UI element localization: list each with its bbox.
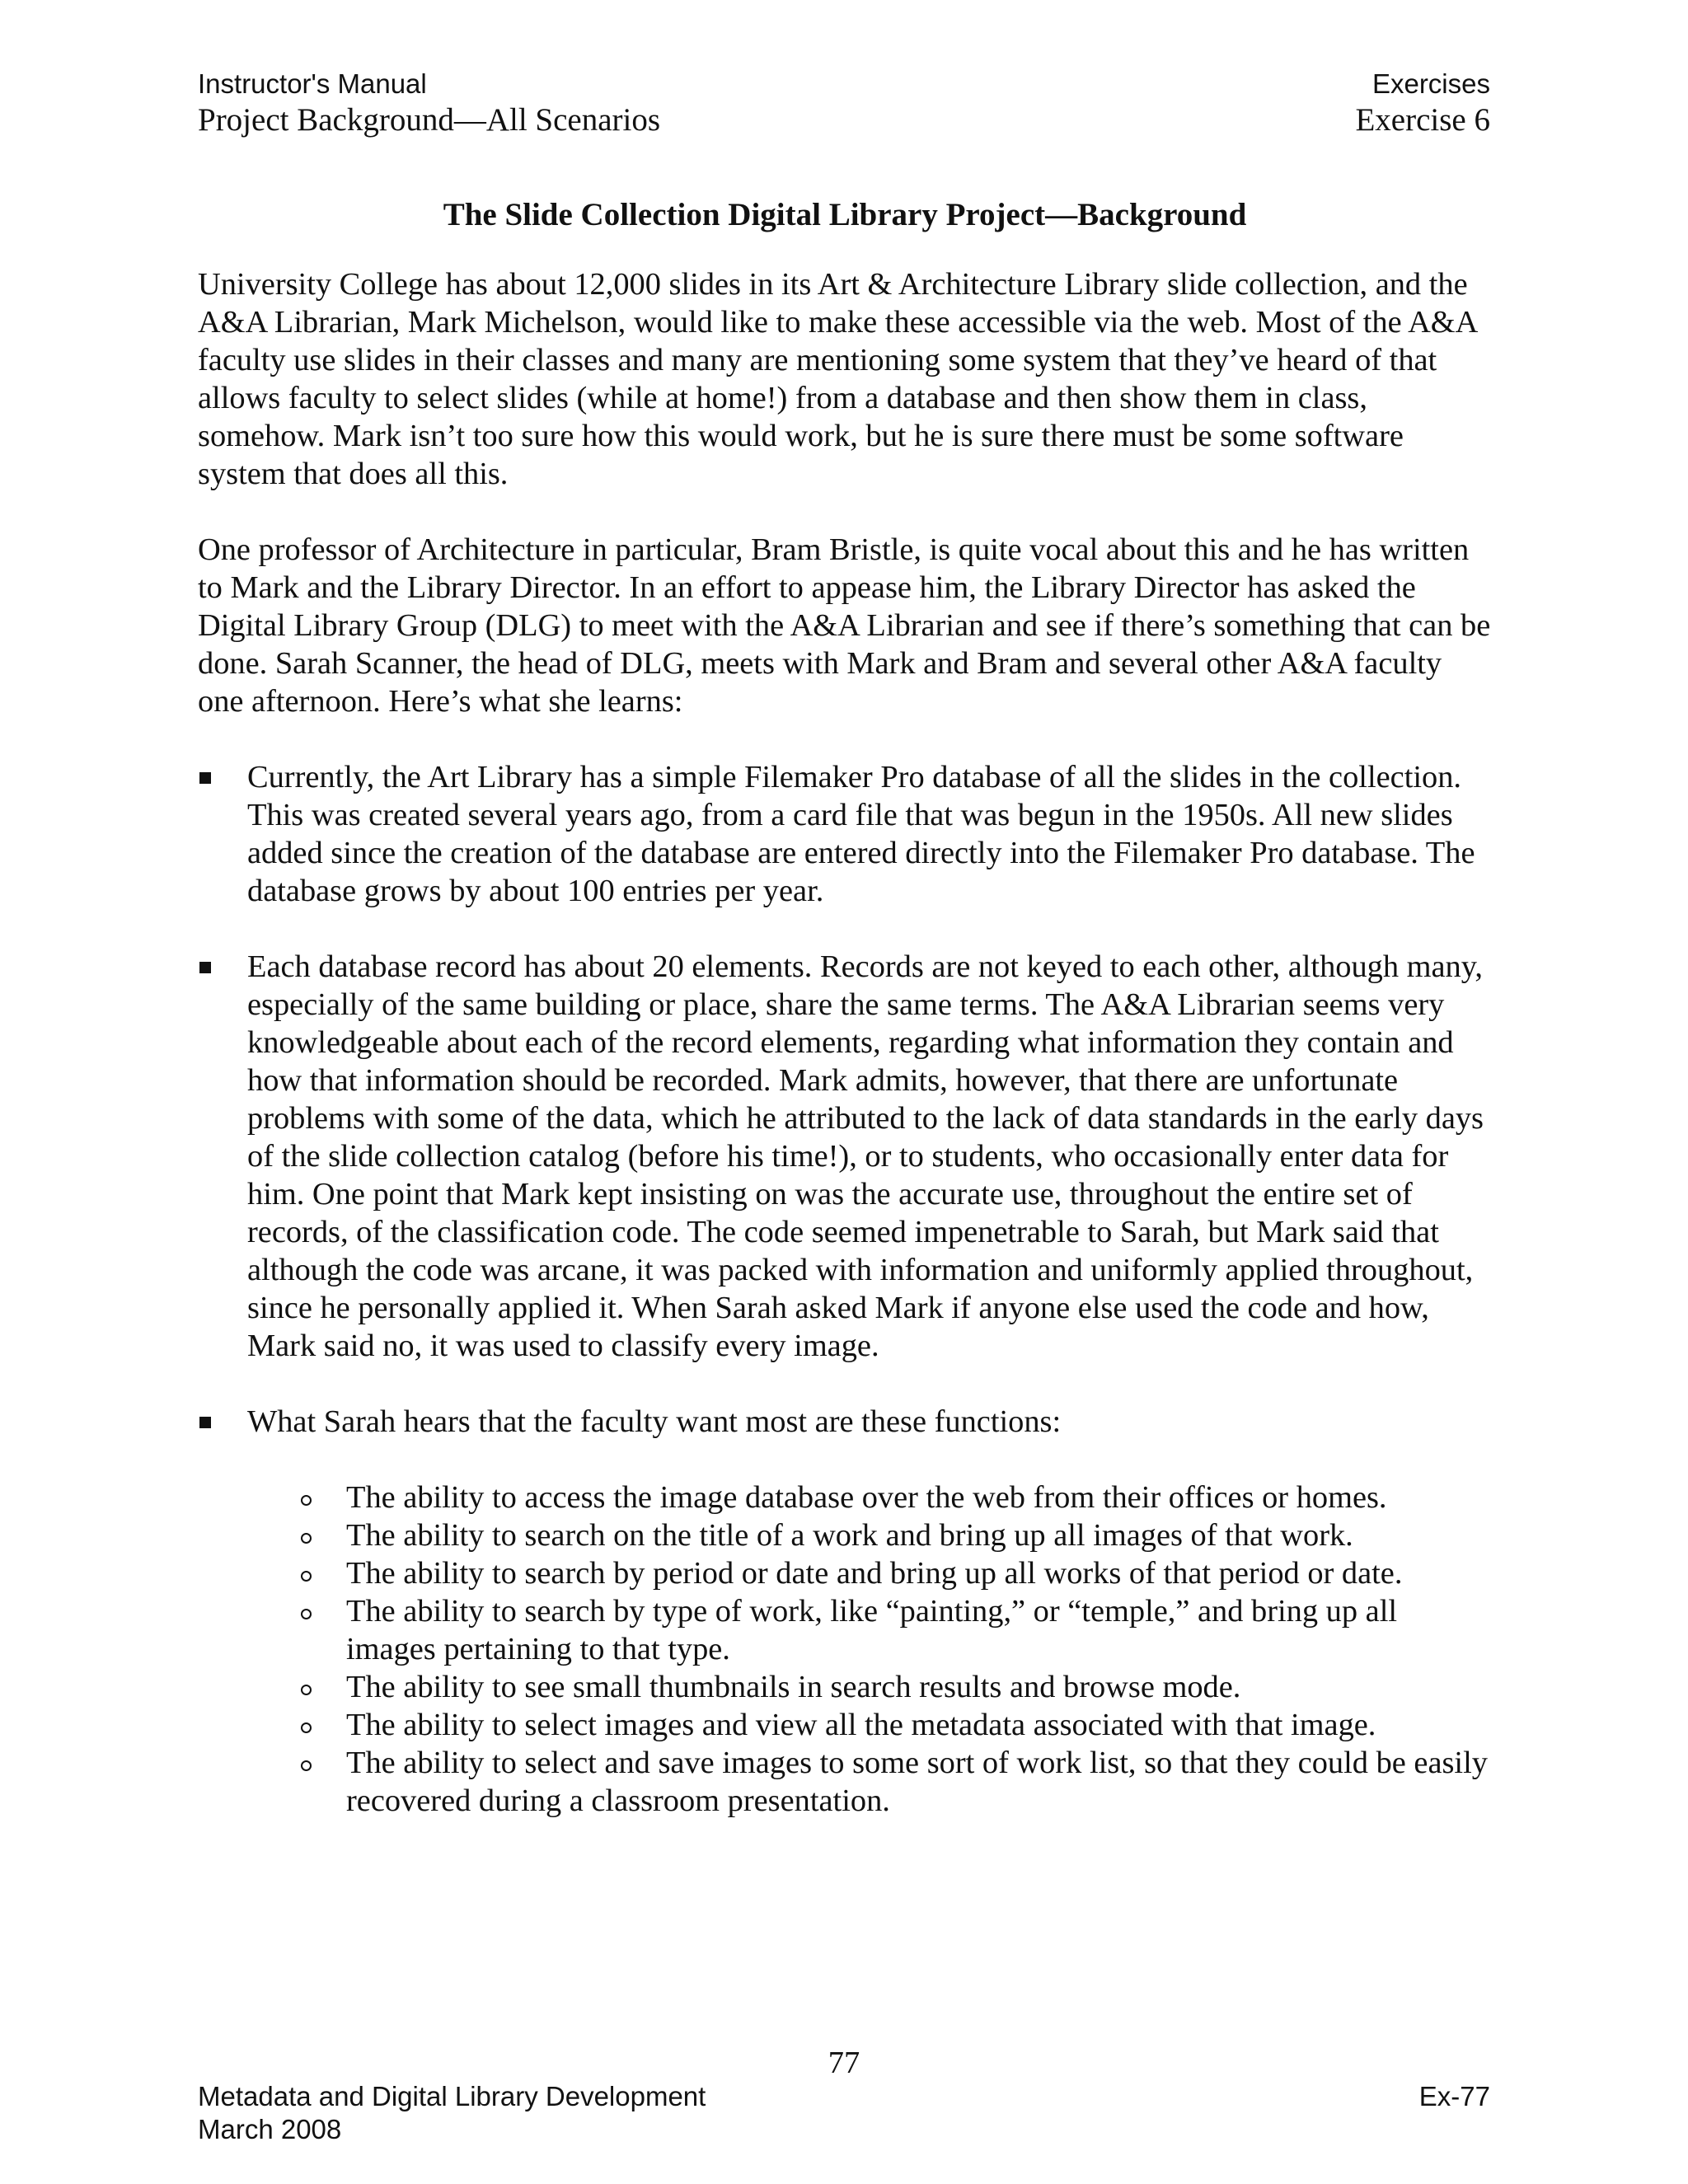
header-left — [198, 68, 660, 140]
square-bullet-icon — [199, 772, 211, 784]
function-item-text: The ability to access the image database over the web from their offices or homes. — [346, 1480, 1387, 1515]
header-section-label: Project Background—All Scenarios — [198, 102, 661, 138]
footer-date: March 2008 — [198, 2114, 342, 2144]
function-item — [297, 1592, 1492, 1668]
document-body — [198, 196, 1492, 1858]
footer-page-code: Ex-77 — [1418, 2081, 1490, 2111]
document-title: The Slide Collection Digital Library Project—Background — [443, 197, 1247, 232]
page-footer — [198, 2044, 1490, 2143]
findings-item — [198, 948, 1492, 1365]
header-manual-label: Instructor's Manual — [198, 68, 427, 99]
function-item-text: The ability to see small thumbnails in search results and browse mode. — [346, 1670, 1241, 1704]
circle-bullet-icon — [301, 1760, 312, 1771]
page-number: 77 — [828, 2046, 860, 2080]
function-item-text: The ability to search by type of work, like “painting,” or “temple,” and bring up all images pertaining to that type. — [346, 1594, 1398, 1666]
circle-bullet-icon — [301, 1571, 312, 1582]
function-item-text: The ability to select images and view all the metadata associated with that image. — [346, 1708, 1376, 1742]
function-item — [297, 1479, 1492, 1516]
function-item — [297, 1744, 1492, 1820]
header-exercises-label: Exercises — [1372, 68, 1490, 99]
circle-bullet-icon — [301, 1533, 312, 1544]
function-item-text: The ability to select and save images to some sort of work list, so that they could be easily recovered during a classroom presentation. — [346, 1746, 1488, 1818]
paragraph-meeting: One professor of Architecture in particular, Bram Bristle, is quite vocal about this and he has written to Mark and the Library Director. In an effort to appease him, the Library Director has asked the Digital Library Group (DLG) to meet with the A&A Librarian and see if there’s something that can be done. Sarah Scanner, the head of DLG, meets with Mark and Bram and several other A&A faculty one afternoon. Here’s what she learns: — [198, 532, 1491, 719]
function-item — [297, 1706, 1492, 1744]
function-item-text: The ability to search by period or date and bring up all works of that period or date. — [346, 1556, 1403, 1591]
function-item — [297, 1554, 1492, 1592]
findings-list — [198, 758, 1492, 1820]
footer-right — [1419, 2080, 1490, 2113]
functions-list — [297, 1479, 1492, 1820]
function-item-text: The ability to search on the title of a work and bring up all images of that work. — [346, 1518, 1353, 1553]
circle-bullet-icon — [301, 1495, 312, 1506]
circle-bullet-icon — [301, 1722, 312, 1733]
circle-bullet-icon — [301, 1609, 312, 1619]
square-bullet-icon — [199, 1417, 211, 1428]
findings-item-text: Currently, the Art Library has a simple Filemaker Pro database of all the slides in the collection. This was created several years ago, from a card file that was begun in the 1950s. All new slides added since the creation of the database are entered directly into the Filemaker Pro database. The database grows by about 100 entries per year. — [247, 760, 1475, 908]
findings-item-text: What Sarah hears that the faculty want most are these functions: — [247, 1404, 1062, 1439]
findings-item — [198, 758, 1492, 910]
square-bullet-icon — [199, 962, 211, 973]
footer-course-title: Metadata and Digital Library Development — [198, 2081, 706, 2111]
function-item — [297, 1516, 1492, 1554]
findings-item-text: Each database record has about 20 elements. Records are not keyed to each other, although many, especially of the same building or place, share the same terms. The A&A Librarian seems very knowledgeable about each of the record elements, regarding what information they contain and how that information should be recorded. Mark admits, however, that there are unfortunate problems with some of the data, which he attributed to the lack of data standards in the early days of the slide collection catalog (before his time!), or to students, who occasionally enter data for him. One point that Mark kept insisting on was the accurate use, throughout the entire set of records, of the classification code. The code seemed impenetrable to Sarah, but Mark said that although the code was arcane, it was packed with information and uniformly applied throughout, since he personally applied it. When Sarah asked Mark if anyone else used the code and how, Mark said no, it was used to classify every image. — [247, 949, 1484, 1363]
findings-item — [198, 1403, 1492, 1820]
header-right — [1355, 68, 1490, 140]
function-item — [297, 1668, 1492, 1706]
page-header — [198, 68, 1490, 142]
paragraph-intro: University College has about 12,000 slides in its Art & Architecture Library slide collection, and the A&A Librarian, Mark Michelson, would like to make these accessible via the web. Most of the A&A faculty use slides in their classes and many are mentioning some system that they’ve heard of that allows faculty to select slides (while at home!) from a database and then show them in class, somehow. Mark isn’t too sure how this would work, but he is sure there must be some software system that does all this. — [198, 267, 1477, 491]
circle-bullet-icon — [301, 1685, 312, 1695]
header-exercise-number: Exercise 6 — [1355, 102, 1490, 138]
footer-left — [198, 2080, 706, 2146]
